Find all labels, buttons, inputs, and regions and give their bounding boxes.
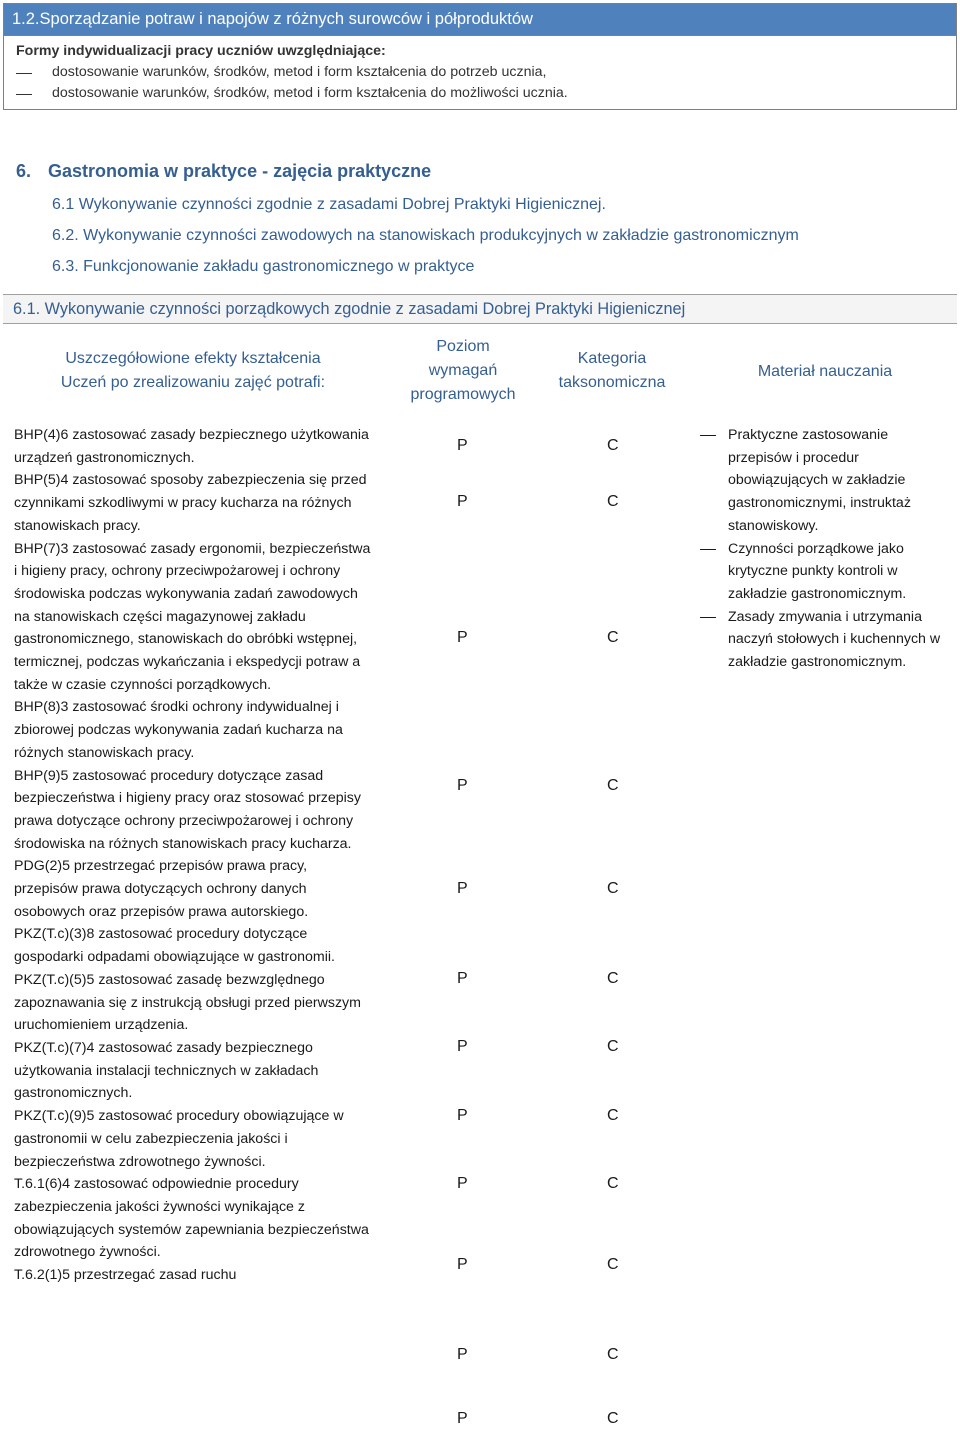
level-value: P: [457, 1410, 468, 1427]
materials-column: [700, 424, 950, 674]
category-value: C: [607, 493, 619, 510]
category-value: C: [607, 1346, 619, 1363]
category-value: C: [607, 1175, 619, 1192]
header-category: Kategoria taksonomiczna: [558, 350, 666, 391]
effects-column: [14, 424, 372, 1287]
effect-item: T.6.1(6)4 zastosować odpowiednie procedury zabezpieczenia jakości żywności wynikające z obowiązujących systemów zapewniania bezpieczeństwa zdrowotnego żywności.: [14, 1176, 369, 1261]
category-value: C: [607, 880, 619, 897]
individualization-title: Formy indywidualizacji pracy uczniów uwzględniające:: [16, 43, 386, 59]
subtopic-header: 6.1. Wykonywanie czynności porządkowych zgodnie z zasadami Dobrej Praktyki Higienicznej: [13, 300, 686, 318]
effect-item: BHP(5)4 zastosować sposoby zabezpieczenia się przed czynnikami szkodliwymi w pracy kucharza na różnych stanowiskach pracy.: [14, 472, 367, 534]
section-heading: [16, 161, 431, 182]
effect-item: PDG(2)5 przestrzegać przepisów prawa pracy, przepisów prawa dotyczących ochrony danych osobowych oraz przepisów prawa autorskiego.: [14, 858, 309, 920]
effect-item: BHP(9)5 zastosować procedury dotyczące zasad bezpieczeństwa i higieny pracy oraz stosować przepisy prawa dotyczące ochrony przeciwpożarowej i ochrony środowiska na różnych stanowiskach pracy kucharza.: [14, 767, 361, 852]
effect-item: PKZ(T.c)(9)5 zastosować procedury obowiązujące w gastronomii w celu zabezpieczenia jakości i bezpieczeństwa zdrowotnego żywności.: [14, 1108, 344, 1170]
level-value: P: [457, 880, 468, 897]
effect-item: BHP(8)3 zastosować środki ochrony indywidualnej i zbiorowej podczas wykonywania zadań kucharza na różnych stanowiskach pracy.: [14, 699, 343, 761]
category-value: C: [607, 1410, 619, 1427]
level-value: P: [457, 777, 468, 794]
material-item: Czynności porządkowe jako krytyczne punkty kontroli w zakładzie gastronomicznym.: [700, 538, 950, 606]
category-value: C: [607, 970, 619, 987]
material-item: Zasady zmywania i utrzymania naczyń stołowych i kuchennych w zakładzie gastronomicznym.: [700, 606, 950, 674]
individualization-item: dostosowanie warunków, środków, metod i form kształcenia do możliwości ucznia.: [16, 83, 956, 104]
page-title: 1.2.Sporządzanie potraw i napojów z różnych surowców i półproduktów: [12, 10, 533, 28]
subtopic-header-bar: [3, 294, 957, 324]
individualization-box: [3, 36, 957, 110]
header-effects: Uszczegółowione efekty kształcenia Uczeń po zrealizowaniu zajęć potrafi:: [60, 350, 326, 391]
effect-item: BHP(4)6 zastosować zasady bezpiecznego użytkowania urządzeń gastronomicznych.: [14, 427, 369, 466]
header-level: Poziom wymagań programowych: [410, 338, 516, 403]
level-value: P: [457, 1038, 468, 1055]
level-value: P: [457, 1175, 468, 1192]
subtopic-item: 6.1 Wykonywanie czynności zgodnie z zasadami Dobrej Praktyki Higienicznej.: [52, 196, 606, 213]
section-title: Gastronomia w praktyce - zajęcia praktyczne: [48, 161, 432, 181]
subtopic-item: 6.2. Wykonywanie czynności zawodowych na stanowiskach produkcyjnych w zakładzie gastronomicznym: [52, 227, 799, 244]
category-value: C: [607, 1107, 619, 1124]
category-value: C: [607, 777, 619, 794]
level-value: P: [457, 493, 468, 510]
level-value: P: [457, 1346, 468, 1363]
effect-item: PKZ(T.c)(7)4 zastosować zasady bezpiecznego użytkowania instalacji technicznych w zakładach gastronomicznych.: [14, 1039, 319, 1102]
category-value: C: [607, 629, 619, 646]
level-value: P: [457, 437, 468, 454]
effect-item: PKZ(T.c)(3)8 zastosować procedury dotyczące gospodarki odpadami obowiązujące w gastronomii.: [14, 926, 335, 966]
category-value: C: [607, 437, 619, 454]
category-value: C: [607, 1256, 619, 1273]
subtopic-item: 6.3. Funkcjonowanie zakładu gastronomicznego w praktyce: [52, 258, 475, 275]
level-value: P: [457, 970, 468, 987]
level-value: P: [457, 629, 468, 646]
effect-item: BHP(7)3 zastosować zasady ergonomii, bezpieczeństwa i higieny pracy, ochrony przeciwpożarowej i ochrony środowiska podczas wykonywania zadań zawodowych na stanowiskach części magazynowej zakładu gastronomicznego, stanowiskach do obróbki wstępnej, termicznej, podczas wykańczania i ekspedycji potraw a także w czasie czynności porządkowych.: [14, 540, 371, 693]
material-item: Praktyczne zastosowanie przepisów i procedur obowiązujących w zakładzie gastronomicznymi, instruktaż stanowiskowy.: [700, 424, 950, 538]
category-value: C: [607, 1038, 619, 1055]
level-value: P: [457, 1107, 468, 1124]
section-header-bar: [3, 3, 957, 36]
header-material: Materiał nauczania: [757, 363, 893, 380]
section-number: 6.: [16, 161, 32, 181]
individualization-item: dostosowanie warunków, środków, metod i form kształcenia do potrzeb ucznia,: [16, 62, 956, 83]
effect-item: PKZ(T.c)(5)5 zastosować zasadę bezwzględnego zapoznawania się z instrukcją obsługi przed pierwszym uruchomieniem urządzenia.: [14, 971, 361, 1034]
level-value: P: [457, 1256, 468, 1273]
effect-item: T.6.2(1)5 przestrzegać zasad ruchu: [14, 1267, 237, 1284]
